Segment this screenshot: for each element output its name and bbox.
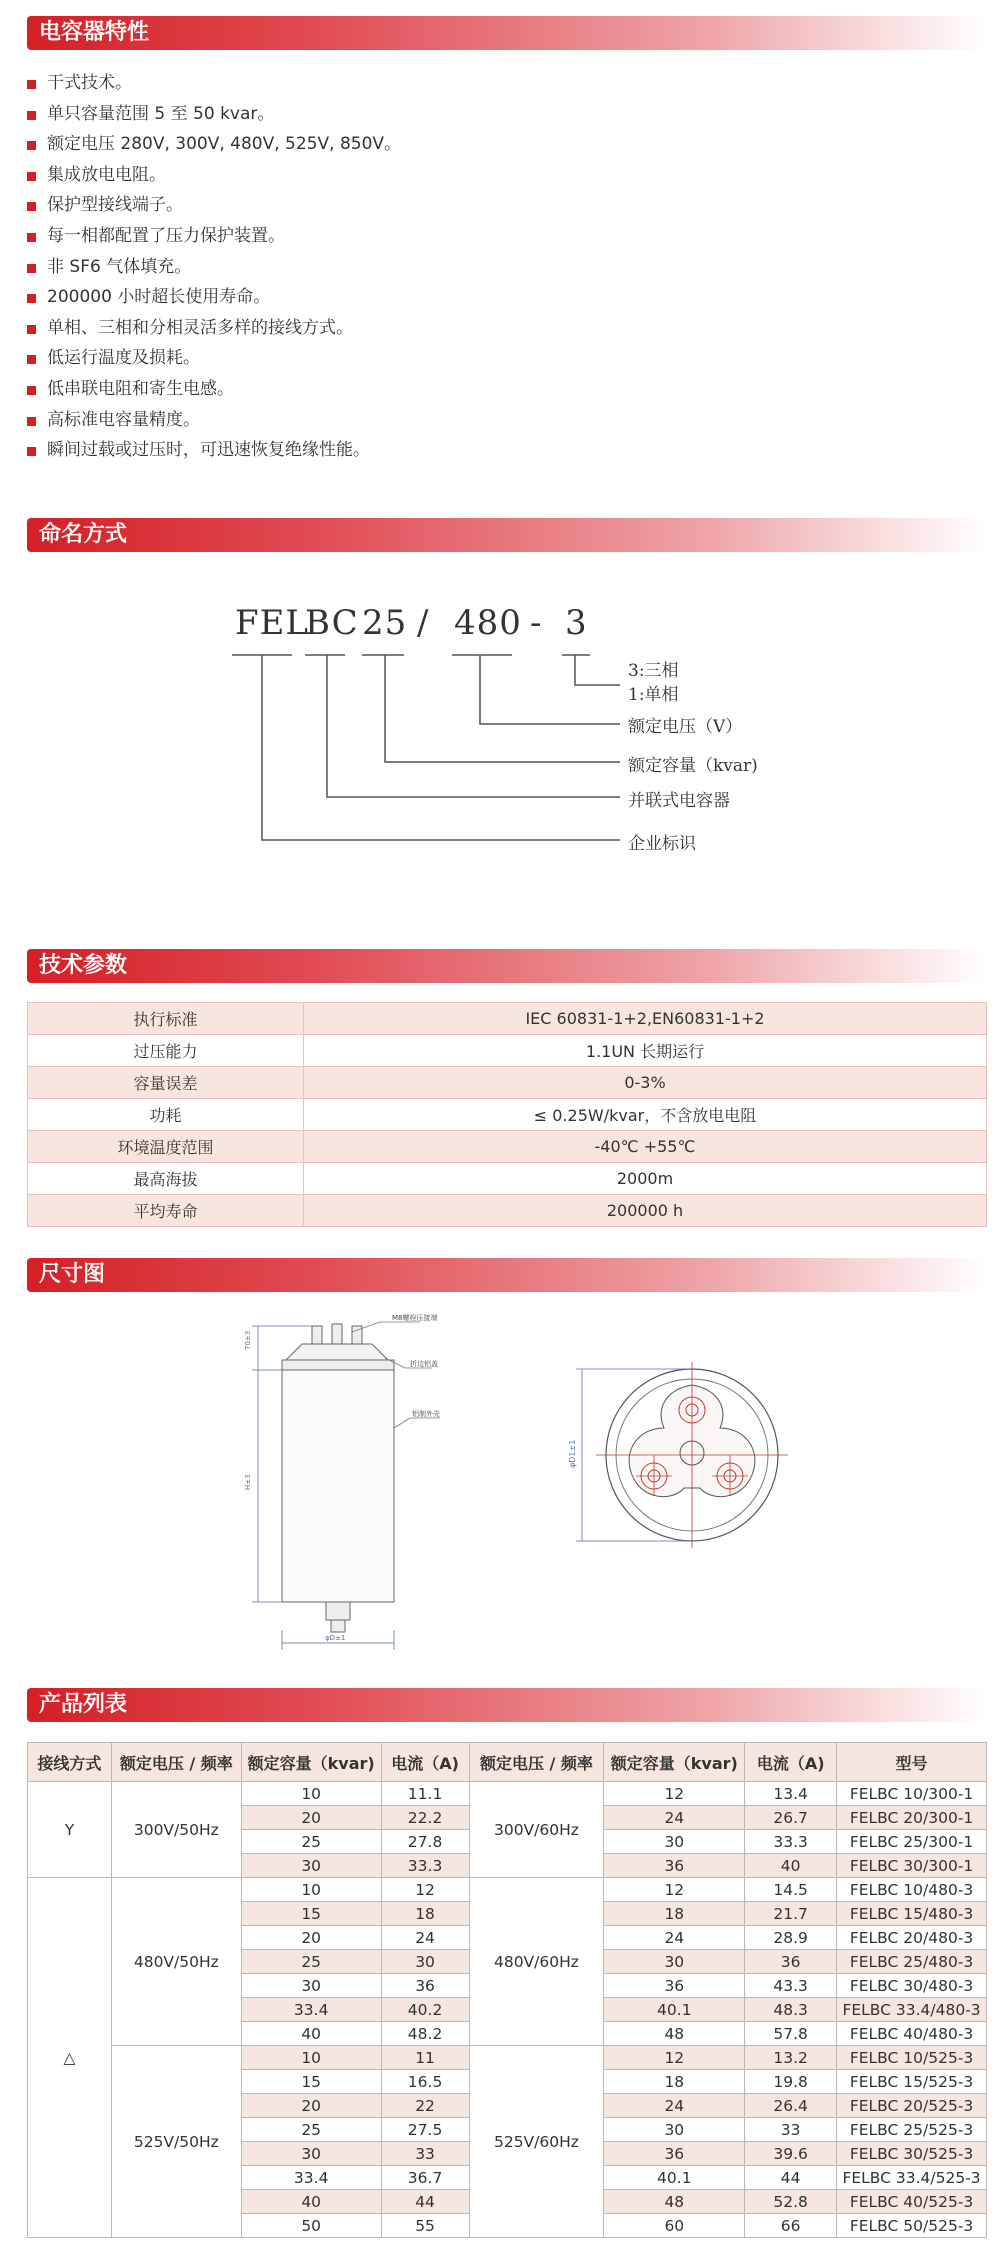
capacity-60hz-cell: 30 — [604, 2118, 745, 2142]
param-value: ≤ 0.25W/kvar，不含放电电阻 — [304, 1099, 987, 1131]
code-25: 25 — [362, 603, 408, 643]
code-slash: / — [417, 603, 430, 643]
current-60hz-cell: 39.6 — [745, 2142, 837, 2166]
current-60hz-cell: 26.4 — [745, 2094, 837, 2118]
current-50hz-cell: 11 — [381, 2046, 469, 2070]
list-item: 每一相都配置了压力保护装置。 — [27, 221, 401, 252]
section-header-dimensions — [27, 1258, 987, 1292]
code-480: 480 — [454, 603, 522, 643]
current-50hz-cell: 27.5 — [381, 2118, 469, 2142]
case-label: 铝制外壳 — [412, 1410, 440, 1418]
current-60hz-cell: 43.3 — [745, 1974, 837, 1998]
model-cell: FELBC 20/480-3 — [837, 1926, 987, 1950]
model-cell: FELBC 30/300-1 — [837, 1854, 987, 1878]
model-cell: FELBC 15/480-3 — [837, 1902, 987, 1926]
current-50hz-cell: 40.2 — [381, 1998, 469, 2022]
table-row — [28, 1782, 987, 1806]
code-3: 3 — [565, 603, 588, 643]
capacity-60hz-cell: 12 — [604, 2046, 745, 2070]
voltage-60hz-cell: 525V/60Hz — [469, 2046, 604, 2238]
current-50hz-cell: 44 — [381, 2190, 469, 2214]
list-item: 单只容量范围 5 至 50 kvar。 — [27, 99, 401, 130]
current-60hz-cell: 57.8 — [745, 2022, 837, 2046]
model-cell: FELBC 15/525-3 — [837, 2070, 987, 2094]
table-row — [28, 1195, 987, 1227]
capacity-50hz-cell: 20 — [241, 1926, 381, 1950]
current-50hz-cell: 24 — [381, 1926, 469, 1950]
capacity-50hz-cell: 15 — [241, 2070, 381, 2094]
capacity-60hz-cell: 12 — [604, 1878, 745, 1902]
table-row — [28, 1067, 987, 1099]
param-value: 2000m — [304, 1163, 987, 1195]
table-row — [28, 1003, 987, 1035]
section-title: 电容器特性 — [39, 20, 150, 45]
capacity-60hz-cell: 40.1 — [604, 1998, 745, 2022]
voltage-50hz-cell: 525V/50Hz — [111, 2046, 241, 2238]
capacity-50hz-cell: 10 — [241, 2046, 381, 2070]
section-header-features — [27, 16, 987, 50]
capacity-50hz-cell: 25 — [241, 1950, 381, 1974]
model-cell: FELBC 20/300-1 — [837, 1806, 987, 1830]
voltage-50hz-cell: 480V/50Hz — [111, 1878, 241, 2046]
current-50hz-cell: 33.3 — [381, 1854, 469, 1878]
current-50hz-cell: 11.1 — [381, 1782, 469, 1806]
param-key: 最高海拔 — [28, 1163, 304, 1195]
capacity-50hz-cell: 10 — [241, 1782, 381, 1806]
list-item: 额定电压 280V, 300V, 480V, 525V, 850V。 — [27, 129, 401, 160]
capacity-60hz-cell: 36 — [604, 1854, 745, 1878]
capacity-60hz-cell: 24 — [604, 1926, 745, 1950]
current-60hz-cell: 14.5 — [745, 1878, 837, 1902]
model-cell: FELBC 30/525-3 — [837, 2142, 987, 2166]
current-50hz-cell: 48.2 — [381, 2022, 469, 2046]
feature-list — [27, 68, 401, 466]
capacity-50hz-cell: 25 — [241, 1830, 381, 1854]
param-value: 200000 h — [304, 1195, 987, 1227]
capacity-60hz-cell: 30 — [604, 1830, 745, 1854]
param-value: -40℃ +55℃ — [304, 1131, 987, 1163]
model-cell: FELBC 25/300-1 — [837, 1830, 987, 1854]
current-60hz-cell: 13.2 — [745, 2046, 837, 2070]
current-50hz-cell: 22.2 — [381, 1806, 469, 1830]
header-cell: 额定容量（kvar) — [241, 1743, 381, 1782]
section-header-naming — [27, 518, 987, 552]
code-bc: BC — [305, 603, 359, 643]
capacity-60hz-cell: 12 — [604, 1782, 745, 1806]
param-value: IEC 60831-1+2,EN60831-1+2 — [304, 1003, 987, 1035]
header-cell: 型号 — [837, 1743, 987, 1782]
capacity-60hz-cell: 18 — [604, 1902, 745, 1926]
section-header-params — [27, 949, 987, 983]
capacity-50hz-cell: 30 — [241, 1854, 381, 1878]
table-row — [28, 1878, 987, 1902]
top-diameter-label: φD1±1 — [568, 1439, 577, 1468]
current-60hz-cell: 33 — [745, 2118, 837, 2142]
current-60hz-cell: 66 — [745, 2214, 837, 2238]
param-value: 0-3% — [304, 1067, 987, 1099]
current-50hz-cell: 18 — [381, 1902, 469, 1926]
current-50hz-cell: 55 — [381, 2214, 469, 2238]
header-cell: 额定电压 / 频率 — [111, 1743, 241, 1782]
current-60hz-cell: 40 — [745, 1854, 837, 1878]
capacity-60hz-cell: 60 — [604, 2214, 745, 2238]
dimension-drawing — [0, 1310, 1000, 1650]
list-item: 干式技术。 — [27, 68, 401, 99]
model-cell: FELBC 10/480-3 — [837, 1878, 987, 1902]
current-50hz-cell: 22 — [381, 2094, 469, 2118]
param-key: 平均寿命 — [28, 1195, 304, 1227]
capacity-60hz-cell: 48 — [604, 2190, 745, 2214]
param-key: 过压能力 — [28, 1035, 304, 1067]
current-50hz-cell: 27.8 — [381, 1830, 469, 1854]
current-60hz-cell: 44 — [745, 2166, 837, 2190]
section-title: 尺寸图 — [39, 1262, 106, 1287]
capacity-50hz-cell: 10 — [241, 1878, 381, 1902]
param-key: 执行标准 — [28, 1003, 304, 1035]
model-cell: FELBC 25/480-3 — [837, 1950, 987, 1974]
current-50hz-cell: 36 — [381, 1974, 469, 1998]
model-cell: FELBC 10/525-3 — [837, 2046, 987, 2070]
capacity-60hz-cell: 36 — [604, 1974, 745, 1998]
current-60hz-cell: 13.4 — [745, 1782, 837, 1806]
list-item: 200000 小时超长使用寿命。 — [27, 282, 401, 313]
list-item: 低运行温度及损耗。 — [27, 343, 401, 374]
current-50hz-cell: 36.7 — [381, 2166, 469, 2190]
section-title: 技术参数 — [39, 953, 128, 978]
label-three-phase: 3:三相 — [628, 661, 679, 681]
current-50hz-cell: 33 — [381, 2142, 469, 2166]
table-row — [28, 2046, 987, 2070]
disc-label: 折边铝盖 — [410, 1360, 438, 1368]
current-60hz-cell: 21.7 — [745, 1902, 837, 1926]
capacity-50hz-cell: 15 — [241, 1902, 381, 1926]
header-cell: 额定容量（kvar) — [604, 1743, 745, 1782]
connection-cell: △ — [28, 1878, 112, 2238]
capacity-60hz-cell: 48 — [604, 2022, 745, 2046]
product-table — [27, 1742, 987, 2238]
label-rated-voltage: 额定电压（V） — [628, 717, 743, 737]
label-single-phase: 1:单相 — [628, 685, 679, 705]
model-cell: FELBC 10/300-1 — [837, 1782, 987, 1806]
list-item: 高标准电容量精度。 — [27, 405, 401, 436]
label-rated-capacity: 额定容量（kvar) — [628, 756, 758, 776]
list-item: 保护型接线端子。 — [27, 190, 401, 221]
model-cell: FELBC 20/525-3 — [837, 2094, 987, 2118]
height-label: H±3 — [244, 1474, 252, 1490]
model-cell: FELBC 30/480-3 — [837, 1974, 987, 1998]
list-item: 瞬间过载或过压时，可迅速恢复绝缘性能。 — [27, 435, 401, 466]
section-header-products — [27, 1688, 987, 1722]
capacity-60hz-cell: 24 — [604, 1806, 745, 1830]
capacity-60hz-cell: 40.1 — [604, 2166, 745, 2190]
capacity-60hz-cell: 18 — [604, 2070, 745, 2094]
current-60hz-cell: 26.7 — [745, 1806, 837, 1830]
param-key: 功耗 — [28, 1099, 304, 1131]
model-cell: FELBC 40/480-3 — [837, 2022, 987, 2046]
code-dash: - — [530, 603, 543, 643]
code-fel: FEL — [235, 603, 309, 643]
capacity-50hz-cell: 30 — [241, 2142, 381, 2166]
voltage-50hz-cell: 300V/50Hz — [111, 1782, 241, 1878]
capacity-50hz-cell: 40 — [241, 2022, 381, 2046]
cap-height-label: 70±3 — [244, 1330, 252, 1350]
capacity-50hz-cell: 33.4 — [241, 2166, 381, 2190]
capacity-60hz-cell: 36 — [604, 2142, 745, 2166]
model-cell: FELBC 40/525-3 — [837, 2190, 987, 2214]
table-row — [28, 1099, 987, 1131]
capacity-50hz-cell: 30 — [241, 1974, 381, 1998]
capacity-60hz-cell: 24 — [604, 2094, 745, 2118]
current-60hz-cell: 52.8 — [745, 2190, 837, 2214]
capacity-50hz-cell: 20 — [241, 2094, 381, 2118]
capacity-50hz-cell: 33.4 — [241, 1998, 381, 2022]
voltage-60hz-cell: 480V/60Hz — [469, 1878, 604, 2046]
list-item: 集成放电电阻。 — [27, 160, 401, 191]
voltage-60hz-cell: 300V/60Hz — [469, 1782, 604, 1878]
current-60hz-cell: 36 — [745, 1950, 837, 1974]
table-row — [28, 1131, 987, 1163]
section-title: 命名方式 — [39, 522, 128, 547]
list-item: 非 SF6 气体填充。 — [27, 252, 401, 283]
capacitor-side-view — [252, 1322, 440, 1650]
model-cell: FELBC 33.4/525-3 — [837, 2166, 987, 2190]
header-cell: 电流（A) — [381, 1743, 469, 1782]
current-50hz-cell: 30 — [381, 1950, 469, 1974]
header-cell: 接线方式 — [28, 1743, 112, 1782]
table-row — [28, 1163, 987, 1195]
diameter-label: φD±1 — [325, 1634, 346, 1642]
capacity-50hz-cell: 25 — [241, 2118, 381, 2142]
param-value: 1.1UN 长期运行 — [304, 1035, 987, 1067]
capacity-50hz-cell: 50 — [241, 2214, 381, 2238]
model-cell: FELBC 25/525-3 — [837, 2118, 987, 2142]
param-key: 环境温度范围 — [28, 1131, 304, 1163]
header-cell: 电流（A) — [745, 1743, 837, 1782]
capacitor-top-view — [576, 1362, 788, 1548]
capacity-60hz-cell: 30 — [604, 1950, 745, 1974]
capacity-50hz-cell: 40 — [241, 2190, 381, 2214]
param-key: 容量误差 — [28, 1067, 304, 1099]
current-60hz-cell: 48.3 — [745, 1998, 837, 2022]
current-60hz-cell: 33.3 — [745, 1830, 837, 1854]
current-50hz-cell: 16.5 — [381, 2070, 469, 2094]
label-capacitor-type: 并联式电容器 — [628, 791, 730, 811]
params-table — [27, 1002, 987, 1227]
connection-cell: Y — [28, 1782, 112, 1878]
current-50hz-cell: 12 — [381, 1878, 469, 1902]
table-row — [28, 1035, 987, 1067]
model-cell: FELBC 50/525-3 — [837, 2214, 987, 2238]
model-cell: FELBC 33.4/480-3 — [837, 1998, 987, 2022]
header-cell: 额定电压 / 频率 — [469, 1743, 604, 1782]
list-item: 低串联电阻和寄生电感。 — [27, 374, 401, 405]
current-60hz-cell: 19.8 — [745, 2070, 837, 2094]
label-company: 企业标识 — [628, 834, 696, 854]
list-item: 单相、三相和分相灵活多样的接线方式。 — [27, 313, 401, 344]
table-header-row — [28, 1743, 987, 1782]
terminal-label: M8螺栓压接端 — [392, 1314, 438, 1322]
capacity-50hz-cell: 20 — [241, 1806, 381, 1830]
section-title: 产品列表 — [39, 1692, 128, 1717]
current-60hz-cell: 28.9 — [745, 1926, 837, 1950]
